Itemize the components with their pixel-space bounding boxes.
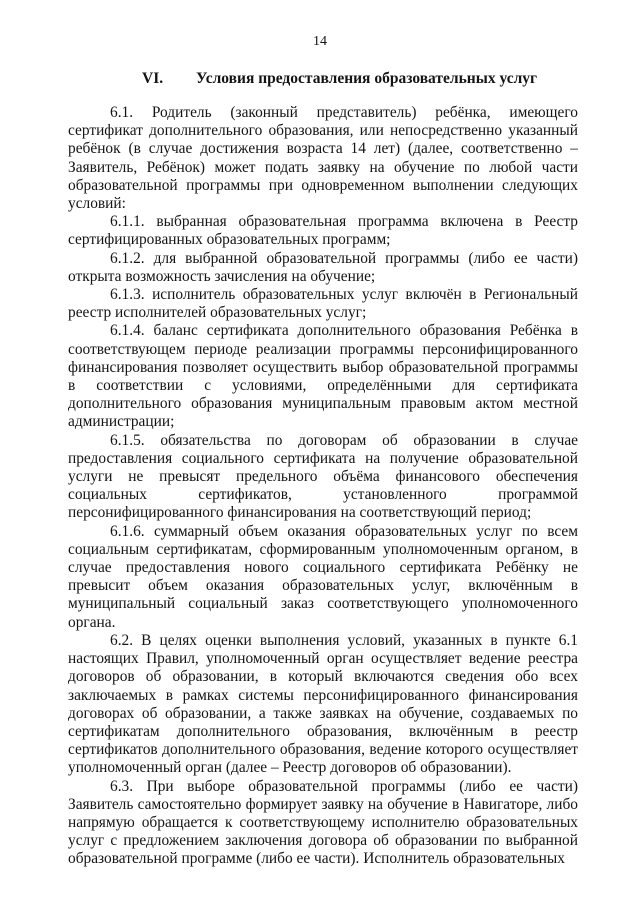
paragraph-6-1-4: 6.1.4. баланс сертификата дополнительного образования Ребёнка в соответствующем периоде реализации программы персонифицированного финансирования позволяет осуществить выбор образовательной программы в соответствии с условиями, определёнными для сертификата дополнительного образования муниципальным правовым актом местной администрации; <box>68 322 578 431</box>
paragraph-6-3: 6.3. При выборе образовательной программы (либо ее части) Заявитель самостоятельно формирует заявку на обучение в Навигаторе, либо напрямую обращается к соответствующему исполнителю образовательных услуг с предложением заключения договора об образовании по выбранной образовательной программе (либо ее части). Исполнитель образовательных <box>68 777 578 868</box>
paragraph-6-1-5: 6.1.5. обязательства по договорам об образовании в случае предоставления социального сертификата на получение образовательной услуги не превысят предельного объёма финансового обеспечения социальных сертификатов, установленного программой персонифицированного финансирования на соответствующий период; <box>68 431 578 522</box>
paragraph-6-1-3: 6.1.3. исполнитель образовательных услуг включён в Региональный реестр исполнителей образовательных услуг; <box>68 286 578 322</box>
paragraph-6-2: 6.2. В целях оценки выполнения условий, указанных в пункте 6.1 настоящих Правил, уполномоченный орган осуществляет ведение реестра договоров об образовании, в который включаются сведения обо всех заключаемых в рамках системы персонифицированного финансирования договорах об образовании, а также заявках на обучение, создаваемых по сертификатам дополнительного образования, включённым в реестр сертификатов дополнительного образования, ведение которого осуществляет уполномоченный орган (далее – Реестр договоров об образовании). <box>68 631 578 777</box>
section-number: VI. <box>142 70 164 87</box>
section-title: Условия предоставления образовательных услуг <box>196 70 538 87</box>
page-number: 14 <box>313 34 327 49</box>
body-text <box>68 104 578 869</box>
paragraph-6-1-2: 6.1.2. для выбранной образовательной программы (либо ее части) открыта возможность зачисления на обучение; <box>68 249 578 285</box>
paragraph-6-1-6: 6.1.6. суммарный объем оказания образовательных услуг по всем социальным сертификатам, сформированным уполномоченным органом, в случае предоставления нового социального сертификата Ребёнку не превысит объем оказания образовательных услуг, включённым в муниципальный социальный заказ соответствующего уполномоченного органа. <box>68 522 578 631</box>
paragraph-6-1-1: 6.1.1. выбранная образовательная программа включена в Реестр сертифицированных образовательных программ; <box>68 213 578 249</box>
paragraph-6-1: 6.1. Родитель (законный представитель) ребёнка, имеющего сертификат дополнительного образования, или непосредственно указанный ребёнок (в случае достижения возраста 14 лет) (далее, соответственно – Заявитель, Ребёнок) может подать заявку на обучение по любой части образовательной программы при одновременном выполнении следующих условий: <box>68 104 578 213</box>
